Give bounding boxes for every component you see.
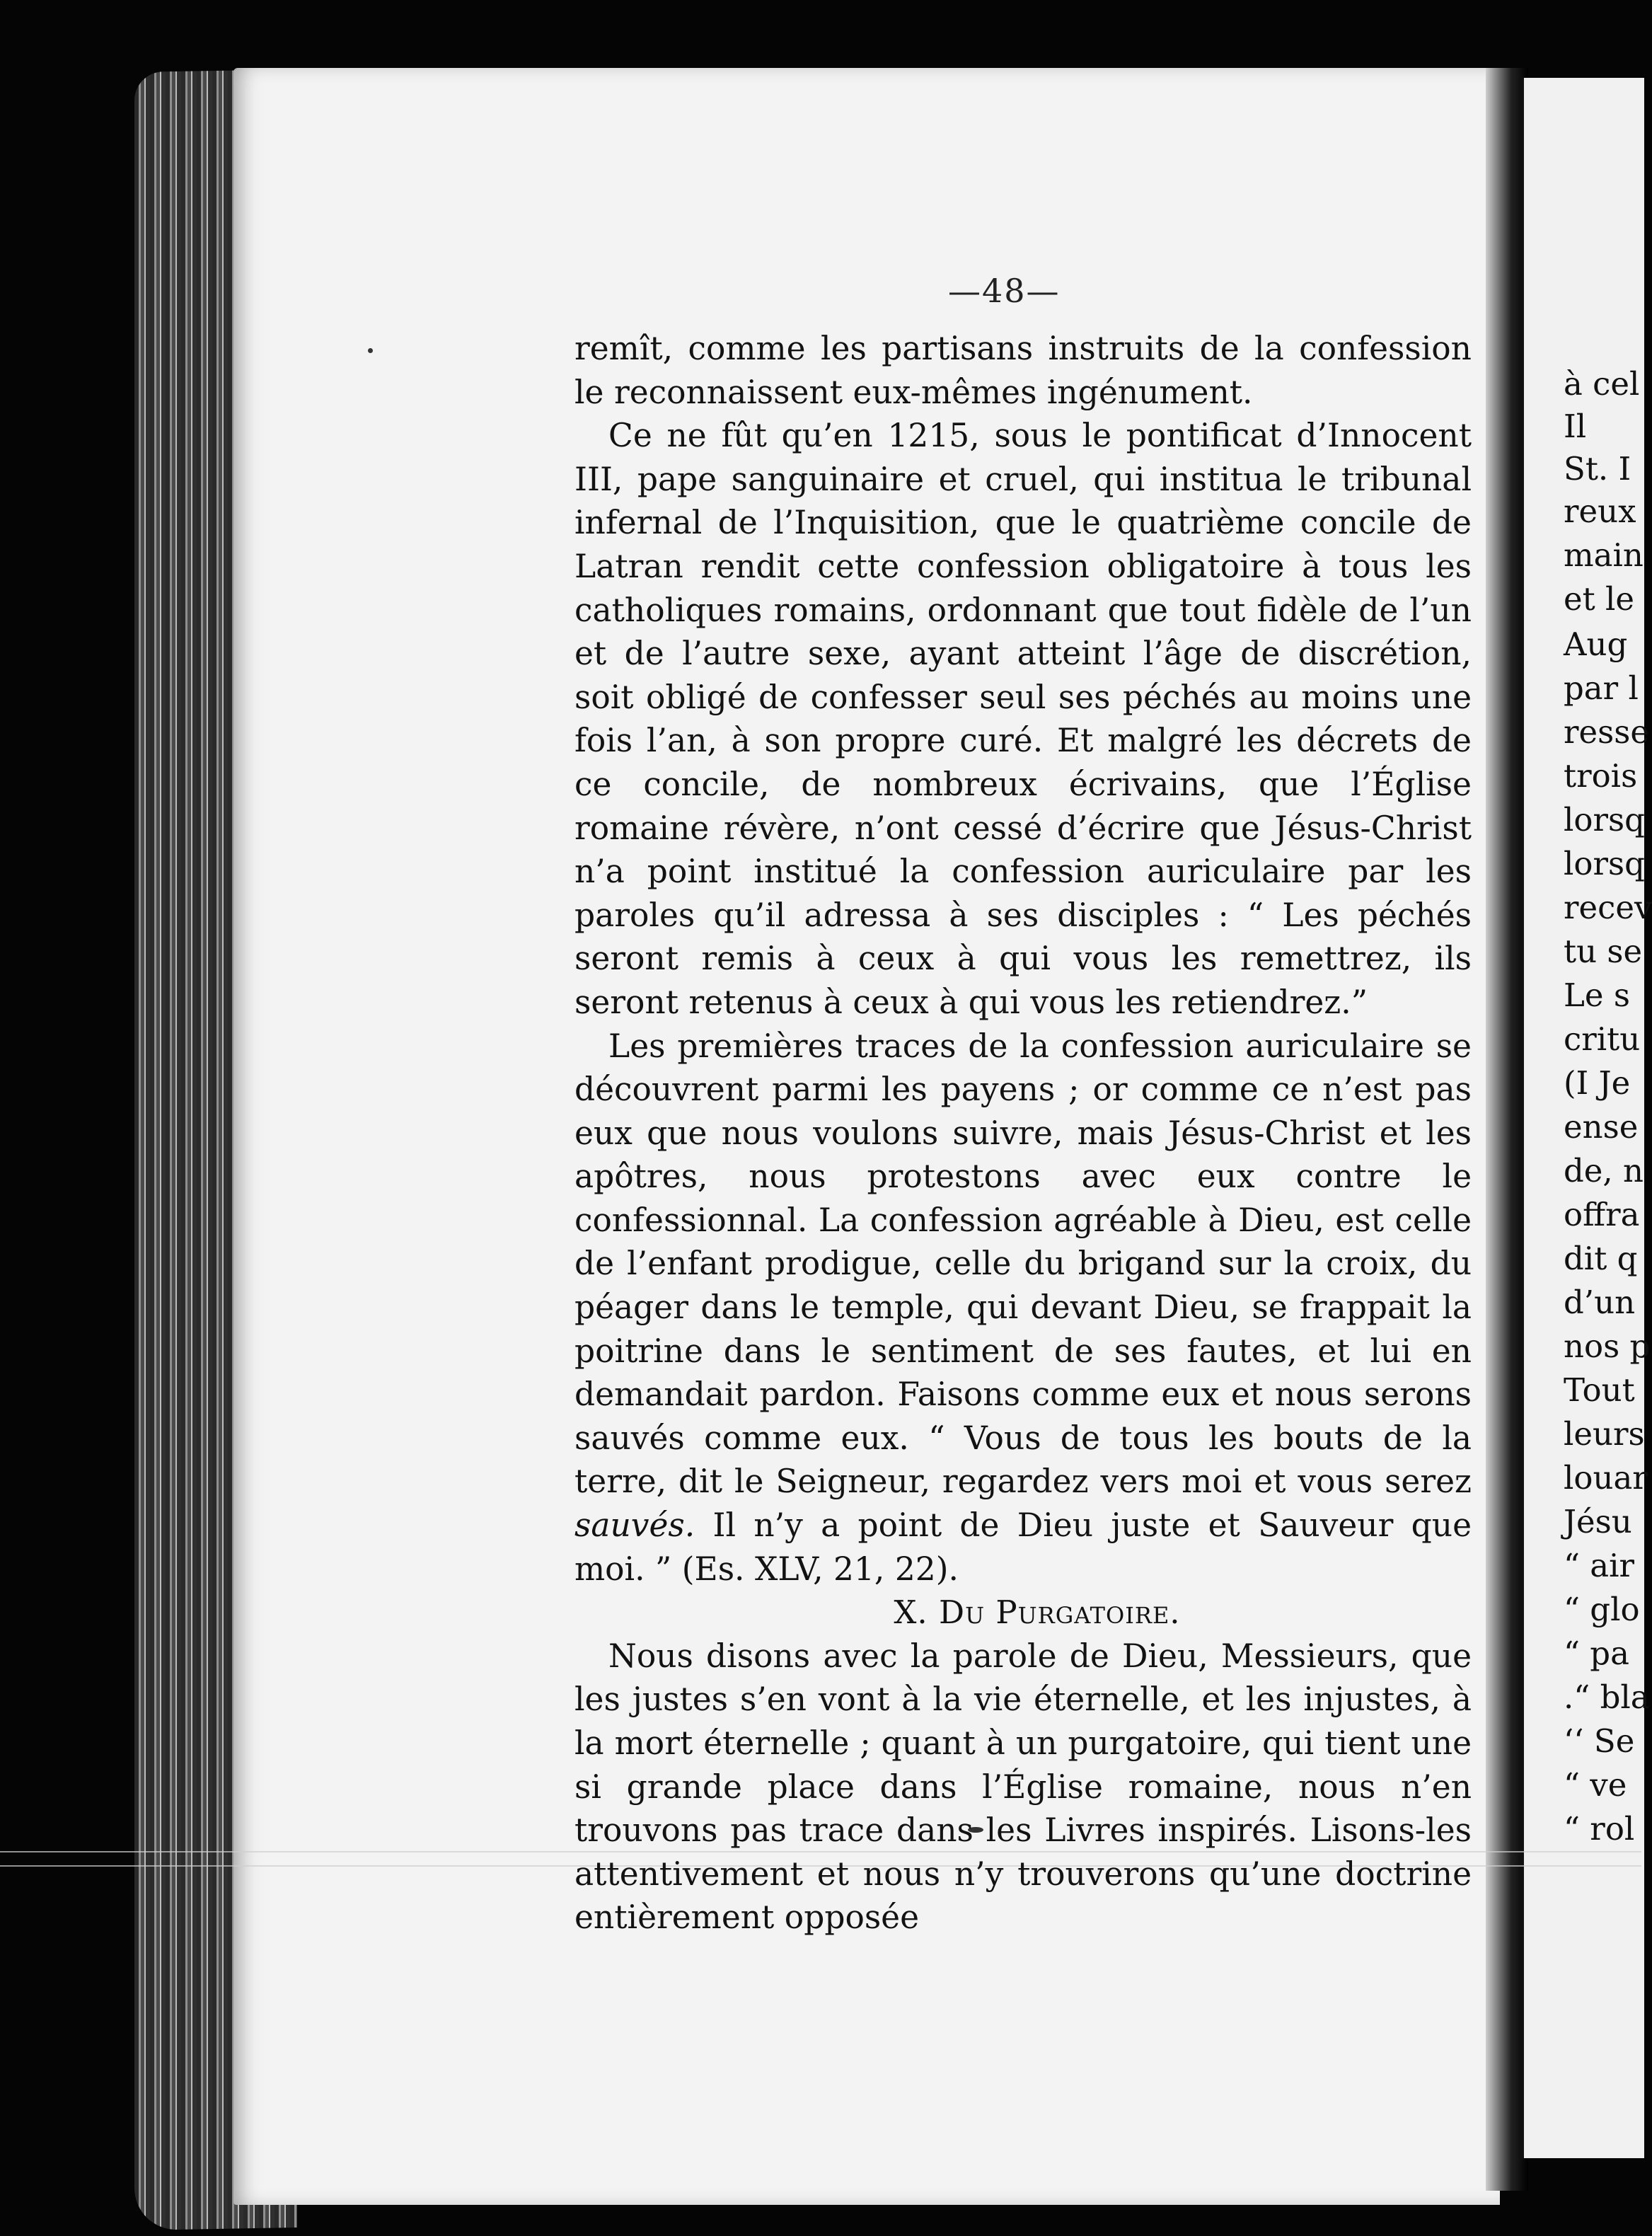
page-number: —48—	[948, 272, 1061, 310]
right-page-line: louar	[1564, 1459, 1648, 1497]
right-page-line: dit q	[1564, 1240, 1638, 1277]
right-page-line: “ glo	[1564, 1591, 1640, 1628]
right-page-line: leurs	[1564, 1415, 1645, 1453]
right-page-line: Tout	[1564, 1371, 1635, 1409]
right-page-line: reux	[1564, 492, 1636, 530]
right-page-line: “ ve	[1564, 1766, 1627, 1804]
right-page-line: offra	[1564, 1196, 1640, 1233]
right-page-line: trois	[1564, 757, 1638, 795]
right-page-line: Aug	[1564, 626, 1628, 663]
right-page-line: et le	[1564, 580, 1635, 618]
right-page-line: “ pa	[1564, 1635, 1629, 1672]
paragraph: Ce ne fût qu’en 1215, sous le pontificat d’Innocent III, pape sanguinaire et cruel, qui institua le tribunal infernal de l’Inquisition, que le quatrième concile de Latran rendit cette confession obligatoire à tous les catholiques romains, ordonnant que tout fidèle de l’un et de l’autre sexe, ayant atteint l’âge de discrétion, soit obligé de confesser seul ses péchés au moins une fois l’an, à son propre curé. Et malgré les décrets de ce concile, de nombreux écrivains, que l’Église romaine révère, n’ont cessé d’écrire que Jésus-Christ n’a point institué la confession auriculaire par les paroles qu’il adressa à ses disciples : “ Les péchés seront remis à ceux à qui vous les remettrez, ils seront retenus à ceux à qui vous les retiendrez.”	[574, 417, 1472, 1021]
body-text	[574, 327, 1472, 1940]
right-page-line: nos p	[1564, 1327, 1651, 1365]
italic-word: sauvés.	[574, 1506, 695, 1545]
right-page-line: .“ bla	[1564, 1678, 1650, 1716]
right-page-line: ‘‘ Se	[1564, 1722, 1635, 1760]
right-page-line: “ rol	[1564, 1810, 1635, 1848]
right-page-line: par l	[1564, 669, 1639, 707]
right-page-line: “ air	[1564, 1547, 1635, 1584]
paragraph: remît, comme les partisans instruits de la confession le reconnaissent eux-mêmes ingénument.	[574, 330, 1472, 411]
paragraph-end: Il n’y a point de Dieu juste et Sauveur que moi. ” (Es. XLV, 21, 22).	[574, 1506, 1472, 1588]
right-page-line: lorsq	[1564, 801, 1645, 838]
right-page-line: Il	[1564, 408, 1587, 445]
right-page-line: resse	[1564, 713, 1649, 751]
right-page-line: à cel	[1564, 365, 1640, 403]
right-page-line: (I Je	[1564, 1064, 1631, 1102]
right-page-line: Jésu	[1564, 1503, 1632, 1540]
right-page-line: St. I	[1564, 450, 1631, 488]
right-page-line: critu	[1564, 1020, 1641, 1058]
paragraph: Nous disons avec la parole de Dieu, Messieurs, que les justes s’en vont à la vie éternelle, et les injustes, à la mort éternelle ; quant à un purgatoire, qui tient une si grande place dans l’Église romaine, nous n’en trouvons pas trace dans les Livres inspirés. Lisons-les attentivement et nous n’y trouverons qu’une doctrine entièrement opposée	[574, 1637, 1472, 1937]
right-page-line: Le s	[1564, 976, 1630, 1014]
right-page-line: main	[1564, 536, 1644, 574]
right-page-line: recev	[1564, 889, 1652, 926]
paragraph	[574, 1025, 1472, 1591]
right-page-line: d’un	[1564, 1284, 1636, 1321]
right-page-line: de, n	[1564, 1152, 1644, 1189]
right-page-line: tu se	[1564, 933, 1643, 970]
right-page-line: ense	[1564, 1108, 1639, 1146]
speck	[368, 348, 373, 353]
paragraph-text: Les premières traces de la confession auriculaire se découvrent parmi les payens ; or comme ce n’est pas eux que nous voulons suivre, mais Jésus-Christ et les apôtres, nous protestons avec eux contre le confessionnal. La confession agréable à Dieu, est celle de l’enfant prodigue, celle du brigand sur la croix, du péager dans le temple, qui devant Dieu, se frappait la poitrine dans le sentiment de ses fautes, et lui en demandait pardon. Faisons comme eux et nous serons sauvés comme eux. “ Vous de tous les bouts de la terre, dit le Seigneur, regardez vers moi et vous serez	[574, 1027, 1472, 1501]
section-heading: X. Du Purgatoire.	[894, 1594, 1181, 1632]
right-page-line: lorsq	[1564, 845, 1645, 882]
